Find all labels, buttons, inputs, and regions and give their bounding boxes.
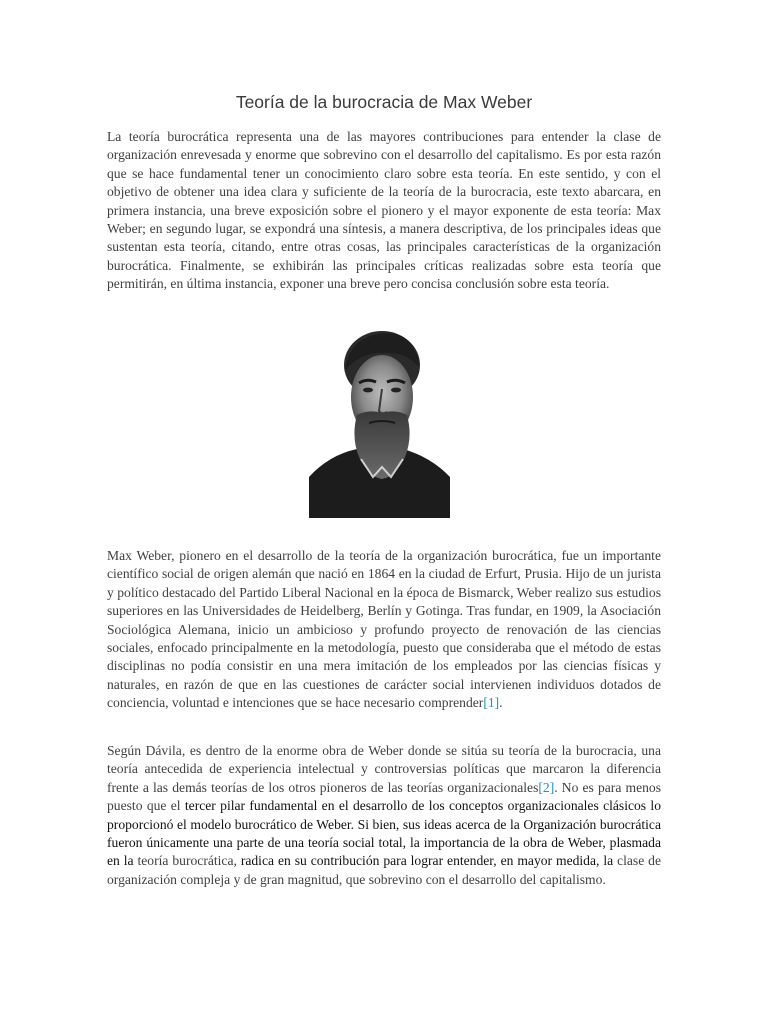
document-title: Teoría de la burocracia de Max Weber: [235, 92, 533, 112]
davila-paragraph: [107, 742, 661, 889]
davila-text-f: clase de organización compleja y de gran magnitud, que sobrevino con el desarrollo del capitalismo.: [107, 853, 661, 887]
footnote-ref-2[interactable]: [2]: [538, 779, 555, 795]
davila-text-d: teoría burocrática,: [137, 853, 237, 869]
davila-text-b: . No es para menos puesto que el: [107, 779, 661, 814]
davila-text-e: radica en su contribución para lograr entender, en mayor medida, la: [236, 853, 618, 869]
footnote-ref-1[interactable]: [1]: [483, 695, 500, 711]
davila-text-c: tercer pilar fundamental en el desarrollo de los conceptos organizacionales clásicos lo proporcionó el modelo burocrático de Weber. Si bien, sus ideas acerca de la Organización burocrática fueron únicamente una parte de una teoría social total, la importancia de la obra de Weber, plasmada en la: [107, 798, 662, 869]
davila-text-a: Según Dávila, es dentro de la enorme obra de Weber donde se sitúa su teoría de la burocracia, una teoría antecedida de experiencia intelectual y controversias políticas que marcaron la diferencia frente a las demás teorías de los otros pioneros de las teorías organizacionales: [107, 743, 661, 795]
biography-paragraph: [107, 547, 661, 713]
intro-paragraph: La teoría burocrática representa una de las mayores contribuciones para entender la clase de organización enrevesada y enorme que sobrevino con el desarrollo del capitalismo. Es por esta razón que se hace fundamental tener un conocimiento claro sobre esta teoría. En este sentido, y con el objetivo de obtener una idea clara y suficiente de la teoría de la burocracia, este texto abarcara, en primera instancia, una breve exposición sobre el pionero y el mayor exponente de esta teoría: Max Weber; en segundo lugar, se expondrá una síntesis, a manera descriptiva, de los principales ideas que sustentan esta teoría, citando, entre otras cosas, las principales características de la organización burocrática. Finalmente, se exhibirán las principales críticas realizadas sobre esta teoría que permitirán, en última instancia, exponer una breve pero concisa conclusión sobre esta teoría.: [107, 129, 661, 292]
portrait-photo: [309, 327, 450, 518]
biography-end: .: [499, 695, 503, 711]
biography-text: Max Weber, pionero en el desarrollo de la teoría de la organización burocrática, fue un importante científico social de origen alemán que nació en 1864 en la ciudad de Erfurt, Prusia. Hijo de un jurista y político destacado del Partido Liberal Nacional en la época de Bismarck, Weber realizo sus estudios superiores en las Universidades de Heidelberg, Berlín y Gotinga. Tras fundar, en 1909, la Asociación Sociológica Alemana, inicio un ambicioso y profundo proyecto de renovación de las ciencias sociales, enfocado principalmente en la metodología, puesto que consideraba que el método de estas disciplinas no podía consistir en una mera imitación de los empleados por las ciencias físicas y naturales, en razón de que en las cuestiones de carácter social intervienen individuos dotados de conciencia, voluntad e intenciones que se hace necesario comprender: [107, 548, 661, 711]
